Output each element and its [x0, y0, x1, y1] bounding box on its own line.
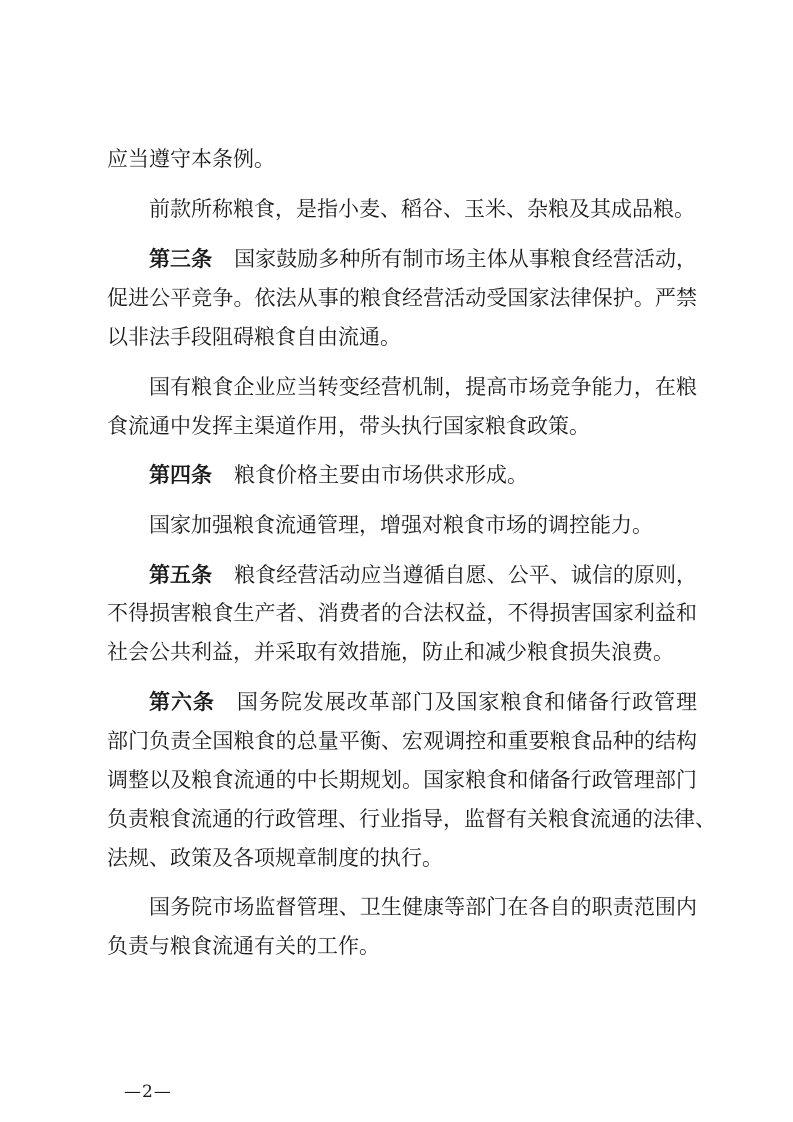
- line-text: 国家加强粮食流通管理，增强对粮食市场的调控能力。: [149, 513, 653, 537]
- text-line: [107, 725, 697, 757]
- article-6-heading-line: [149, 686, 697, 718]
- line-text: 粮食价格主要由市场供求形成。: [234, 463, 528, 487]
- line-text: 部门负责全国粮食的总量平衡、宏观调控和重要粮食品种的结构: [107, 729, 697, 753]
- line-text: 粮食经营活动应当遵循自愿、公平、诚信的原则，: [234, 563, 697, 587]
- text-line: [107, 930, 697, 962]
- article-5-label: 第五条: [149, 563, 213, 587]
- article-4-heading-line: [149, 459, 697, 491]
- text-line: [107, 410, 697, 442]
- article-5-heading-line: [149, 559, 697, 591]
- text-line: [107, 764, 697, 796]
- text-line: [149, 891, 697, 923]
- line-text: 以非法手段阻碍粮食自由流通。: [107, 325, 401, 349]
- line-text: 调整以及粮食流通的中长期规划。国家粮食和储备行政管理部门: [107, 768, 697, 792]
- page-number: —2—: [124, 1082, 172, 1102]
- text-line: [107, 282, 697, 314]
- line-text: 社会公共利益，并采取有效措施，防止和减少粮食损失浪费。: [107, 640, 674, 664]
- line-text: 国务院发展改革部门及国家粮食和储备行政管理: [236, 690, 698, 714]
- text-line: [107, 636, 697, 668]
- line-text: 食流通中发挥主渠道作用，带头执行国家粮食政策。: [107, 414, 590, 438]
- line-text: 法规、政策及各项规章制度的执行。: [107, 846, 443, 870]
- article-3-label: 第三条: [149, 247, 213, 271]
- text-line: [107, 842, 697, 874]
- text-line: [149, 509, 697, 541]
- article-6-label: 第六条: [149, 690, 215, 714]
- line-text: 国家鼓励多种所有制市场主体从事粮食经营活动，: [234, 247, 697, 271]
- line-text: 前款所称粮食，是指小麦、稻谷、玉米、杂粮及其成品粮。: [149, 197, 695, 221]
- text-line: [107, 803, 716, 835]
- line-text: 负责粮食流通的行政管理、行业指导，监督有关粮食流通的法律、: [107, 807, 716, 831]
- text-line: [149, 371, 697, 403]
- article-3-heading-line: [149, 243, 697, 275]
- line-text: 促进公平竞争。依法从事的粮食经营活动受国家法律保护。严禁: [107, 286, 697, 310]
- line-text: 负责与粮食流通有关的工作。: [107, 934, 380, 958]
- text-line: [149, 193, 697, 225]
- text-line: [107, 321, 697, 353]
- line-text: 应当遵守本条例。: [107, 147, 275, 171]
- text-line: [107, 597, 697, 629]
- text-line: [107, 143, 697, 175]
- line-text: 不得损害粮食生产者、消费者的合法权益，不得损害国家利益和: [107, 601, 697, 625]
- line-text: 国有粮食企业应当转变经营机制，提高市场竞争能力，在粮: [149, 375, 697, 399]
- line-text: 国务院市场监督管理、卫生健康等部门在各自的职责范围内: [149, 895, 697, 919]
- article-4-label: 第四条: [149, 463, 212, 487]
